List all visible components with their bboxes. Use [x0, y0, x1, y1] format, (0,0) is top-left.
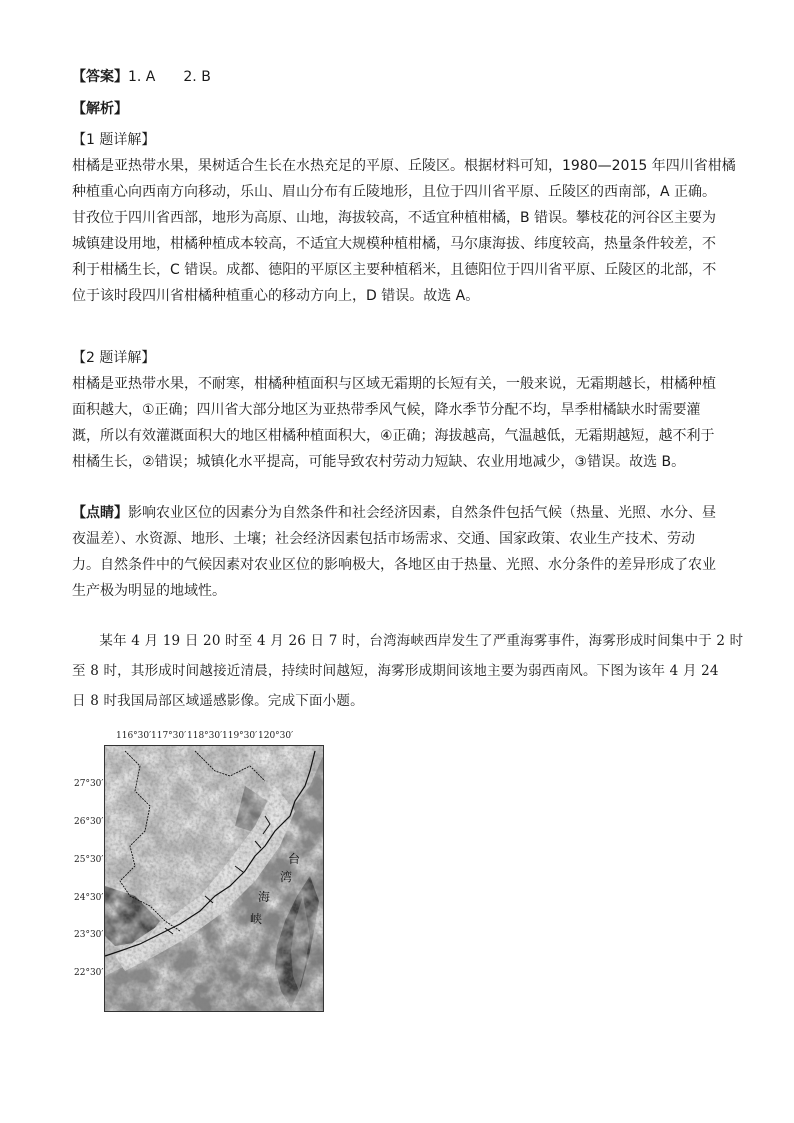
q1-line: 城镇建设用地，柑橘种植成本较高，不适宜大规模种植柑橘，马尔康海拔、纬度较高，热量条件较差，不	[72, 236, 716, 252]
answer-label: 【答案】	[72, 69, 128, 85]
tip-line: 力。自然条件中的气候因素对农业区位的影响极大，各地区由于热量、光照、水分条件的差异形成了农业	[72, 557, 716, 573]
latitude-label: 26°30′	[74, 817, 104, 827]
longitude-label: 116°30′	[116, 731, 152, 741]
q1-line: 甘孜位于四川省西部，地形为高原、山地，海拔较高，不适宜种植柑橘，B 错误。攀枝花的河谷区主要为	[72, 210, 717, 226]
longitude-label: 117°30′	[151, 731, 187, 741]
q1-line: 种植重心向西南方向移动，乐山、眉山分布有丘陵地形，且位于四川省平原、丘陵区的西南部，A 正确。	[72, 184, 717, 200]
analysis-label: 【解析】	[72, 101, 128, 117]
q1-heading: 【1 题详解】	[72, 132, 156, 148]
q1-line: 柑橘是亚热带水果，果树适合生长在水热充足的平原、丘陵区。根据材料可知，1980—2015 年四川省柑橘	[72, 158, 736, 174]
strait-label-char: 海	[258, 890, 271, 904]
longitude-label: 119°30′	[222, 731, 258, 741]
passage-line: 某年 4 月 19 日 20 时至 4 月 26 日 7 时，台湾海峡西岸发生了严重海雾事件，海雾形成时间集中于 2 时	[72, 633, 744, 649]
tip-line: 夜温差）、水资源、地形、土壤；社会经济因素包括市场需求、交通、国家政策、农业生产技术、劳动	[72, 531, 695, 547]
longitude-label: 118°30′	[187, 731, 223, 741]
q2-line: 溉，所以有效灌溉面积大的地区柑橘种植面积大，④正确；海拔越高，气温越低，无霜期越短，越不利于	[72, 428, 715, 444]
tip-label: 【点睛】	[72, 505, 128, 521]
strait-label-char: 峡	[250, 912, 263, 926]
latitude-label: 22°30′	[74, 968, 104, 978]
q2-line: 面积越大，①正确；四川省大部分地区为亚热带季风气候，降水季节分配不均，旱季柑橘缺水时需要灌	[72, 402, 701, 418]
answer-line	[72, 64, 732, 90]
q1-section	[72, 127, 736, 309]
passage-line: 日 8 时我国局部区域遥感影像。完成下面小题。	[72, 693, 364, 709]
latitude-label: 25°30′	[74, 855, 104, 865]
q2-line: 柑橘是亚热带水果，不耐寒，柑橘种植面积与区域无霜期的长短有关，一般来说，无霜期越长，柑橘种植	[72, 376, 716, 392]
tip-line: 影响农业区位的因素分为自然条件和社会经济因素，自然条件包括气候（热量、光照、水分、昼	[128, 505, 716, 521]
q1-line: 利于柑橘生长，C 错误。成都、德阳的平原区主要种植稻米，且德阳位于四川省平原、丘陵区的北部，不	[72, 262, 717, 278]
q2-line: 柑橘生长，②错误；城镇化水平提高，可能导致农村劳动力短缺、农业用地减少，③错误。故选 B。	[72, 454, 686, 470]
longitude-labels	[104, 731, 334, 745]
passage-line: 至 8 时，其形成时间越接近清晨，持续时间越短，海雾形成期间该地主要为弱西南风。下图为该年 4 月 24	[72, 663, 719, 679]
latitude-label: 24°30′	[74, 893, 104, 903]
q1-line: 位于该时段四川省柑橘种植重心的移动方向上，D 错误。故选 A。	[72, 288, 480, 304]
longitude-label: 120°30′	[258, 731, 294, 741]
strait-label-char: 湾	[280, 870, 293, 884]
q2-section	[72, 345, 732, 475]
strait-label-char: 台	[288, 852, 301, 866]
tip-line: 生产极为明显的地域性。	[72, 583, 226, 599]
tip-section	[72, 500, 732, 604]
passage	[72, 626, 744, 716]
latitude-label: 23°30′	[74, 930, 104, 940]
q2-heading: 【2 题详解】	[72, 350, 156, 366]
analysis-heading	[72, 96, 732, 122]
latitude-label: 27°30′	[74, 779, 104, 789]
answer-text: 1. A 2. B	[128, 69, 211, 85]
